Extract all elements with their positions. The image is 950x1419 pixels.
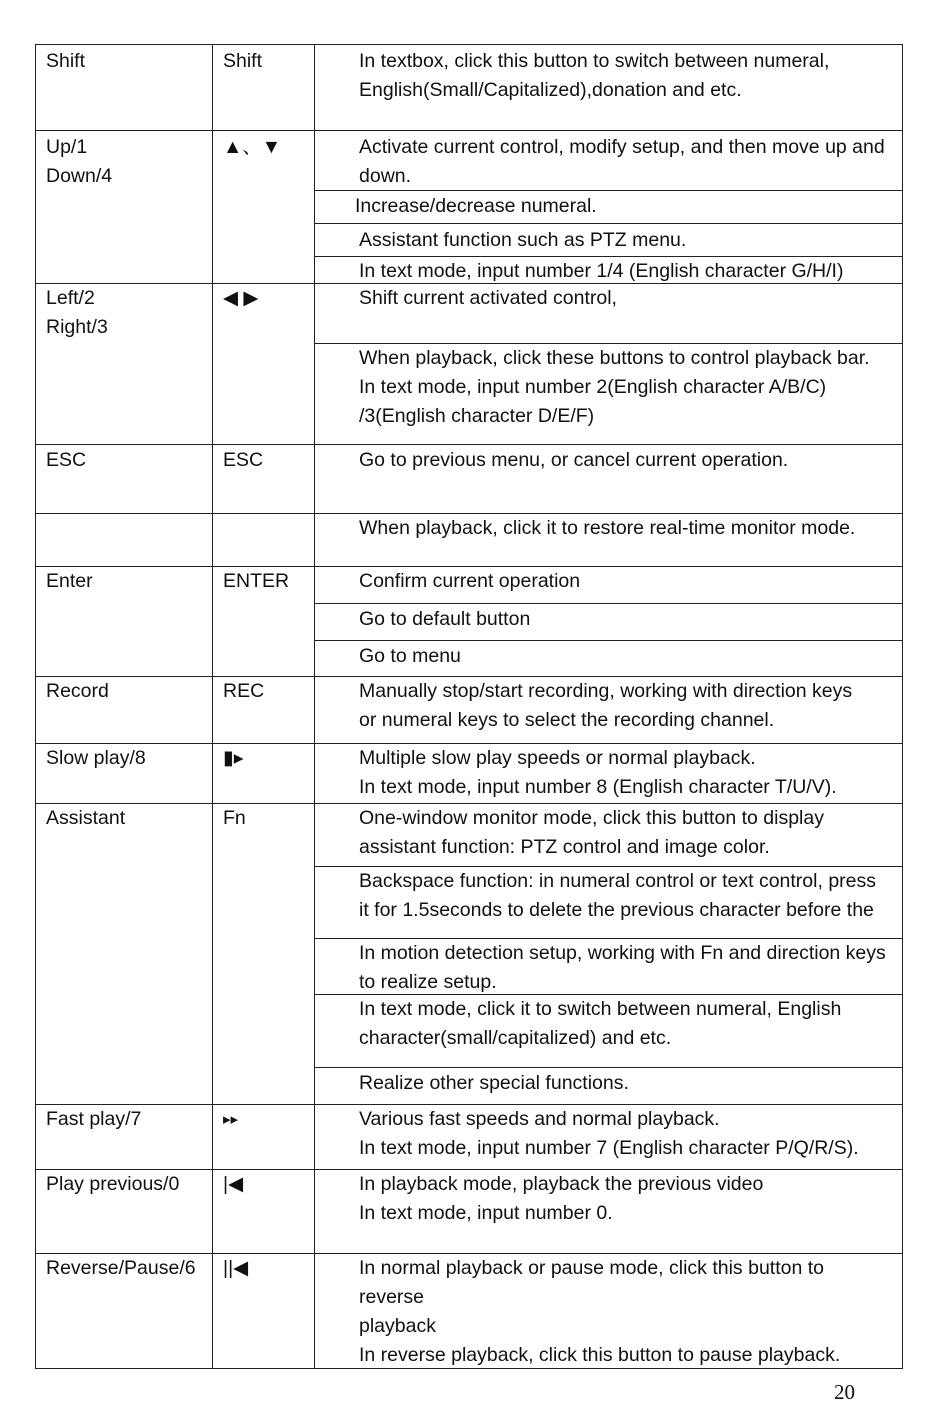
description-cell — [315, 131, 902, 191]
key-label: REC — [223, 680, 265, 702]
slow-play-icon: ▮▸ — [223, 747, 244, 769]
table-row — [36, 45, 902, 131]
key-function-table — [35, 44, 903, 1369]
table-row — [36, 1105, 902, 1170]
description-cell — [315, 344, 902, 445]
button-name: Record — [46, 680, 109, 702]
description-text: In textbox, click this button to switch between numeral, English(Small/Capitalized),donation and etc. — [359, 50, 830, 101]
key-label: ESC — [223, 449, 264, 471]
button-name: ESC — [46, 449, 87, 471]
description-cell — [315, 677, 902, 744]
description-text: In normal playback or pause mode, click this button to reverse playback In reverse playback, click this button to pause playback. — [359, 1257, 841, 1366]
description-text: Increase/decrease numeral. — [355, 195, 597, 217]
description-cell — [315, 867, 902, 939]
description-text: Backspace function: in numeral control or text control, press it for 1.5seconds to delete the previous character before the — [359, 870, 876, 921]
button-name: Play previous/0 — [46, 1173, 180, 1195]
table-row — [36, 804, 902, 1105]
description-cell — [315, 224, 902, 257]
description-text: Shift current activated control, — [359, 287, 617, 309]
description-text: Go to previous menu, or cancel current operation. — [359, 449, 789, 471]
fast-play-icon: ▸▸ — [223, 1111, 239, 1128]
description-text: Activate current control, modify setup, and then move up and down. — [359, 136, 885, 187]
button-name: Reverse/Pause/6 — [46, 1257, 196, 1279]
description-text: Assistant function such as PTZ menu. — [359, 229, 687, 251]
description-text: In text mode, input number 1/4 (English character G/H/I) — [359, 260, 844, 282]
description-text: In text mode, click it to switch between numeral, English character(small/capitalized) and etc. — [359, 998, 842, 1049]
reverse-pause-icon: ||◀ — [223, 1257, 249, 1279]
button-name: Assistant — [46, 807, 126, 829]
table-row — [36, 744, 902, 804]
table-row — [36, 445, 902, 514]
description-cell — [315, 1170, 902, 1254]
description-cell — [315, 939, 902, 995]
description-text: In motion detection setup, working with Fn and direction keys to realize setup. — [359, 942, 886, 993]
page-number: 20 — [834, 1380, 855, 1404]
table-row — [36, 677, 902, 744]
description-text: Multiple slow play speeds or normal playback. In text mode, input number 8 (English character T/U/V). — [359, 747, 837, 798]
description-cell — [315, 995, 902, 1068]
description-text: When playback, click these buttons to control playback bar. In text mode, input number 2(English character A/B/C) /3(English character D/E/F) — [359, 347, 870, 427]
description-text: One-window monitor mode, click this button to display assistant function: PTZ control and image color. — [359, 807, 824, 858]
description-cell — [315, 1068, 902, 1105]
description-cell — [315, 45, 902, 131]
description-text: Go to menu — [359, 645, 461, 667]
description-cell — [315, 445, 902, 514]
table-row — [36, 1254, 902, 1370]
description-text: Various fast speeds and normal playback. In text mode, input number 7 (English character P/Q/R/S). — [359, 1108, 859, 1159]
play-previous-icon: |◀ — [223, 1173, 244, 1195]
table-row — [36, 514, 902, 567]
table-row — [36, 131, 902, 284]
table-row — [36, 1170, 902, 1254]
button-name: Shift — [46, 50, 86, 72]
description-cell — [315, 804, 902, 867]
description-cell — [315, 744, 902, 804]
description-cell — [315, 641, 902, 677]
key-label: ENTER — [223, 570, 290, 592]
button-name: Slow play/8 — [46, 747, 146, 769]
description-cell — [315, 1105, 902, 1170]
description-cell — [315, 514, 902, 567]
description-cell — [315, 284, 902, 344]
description-text: When playback, click it to restore real-time monitor mode. — [359, 517, 856, 539]
key-label: ▲、▼ — [223, 136, 282, 158]
description-text: In playback mode, playback the previous video In text mode, input number 0. — [359, 1173, 764, 1224]
button-name: Fast play/7 — [46, 1108, 142, 1130]
description-cell — [315, 257, 902, 284]
description-text: Manually stop/start recording, working with direction keys or numeral keys to select the recording channel. — [359, 680, 853, 731]
description-cell — [315, 567, 902, 604]
key-label: Fn — [223, 807, 246, 829]
key-label: ◀ ▶ — [223, 287, 259, 309]
description-cell — [315, 1254, 902, 1370]
button-name: Enter — [46, 570, 93, 592]
table-row — [36, 567, 902, 677]
description-text: Go to default button — [359, 608, 531, 630]
key-label: Shift — [223, 50, 263, 72]
description-text: Confirm current operation — [359, 570, 581, 592]
button-name: Up/1 Down/4 — [46, 136, 113, 187]
description-cell — [315, 604, 902, 641]
button-name: Left/2 Right/3 — [46, 287, 108, 338]
description-cell — [315, 191, 902, 224]
table-row — [36, 284, 902, 445]
description-text: Realize other special functions. — [359, 1072, 629, 1094]
